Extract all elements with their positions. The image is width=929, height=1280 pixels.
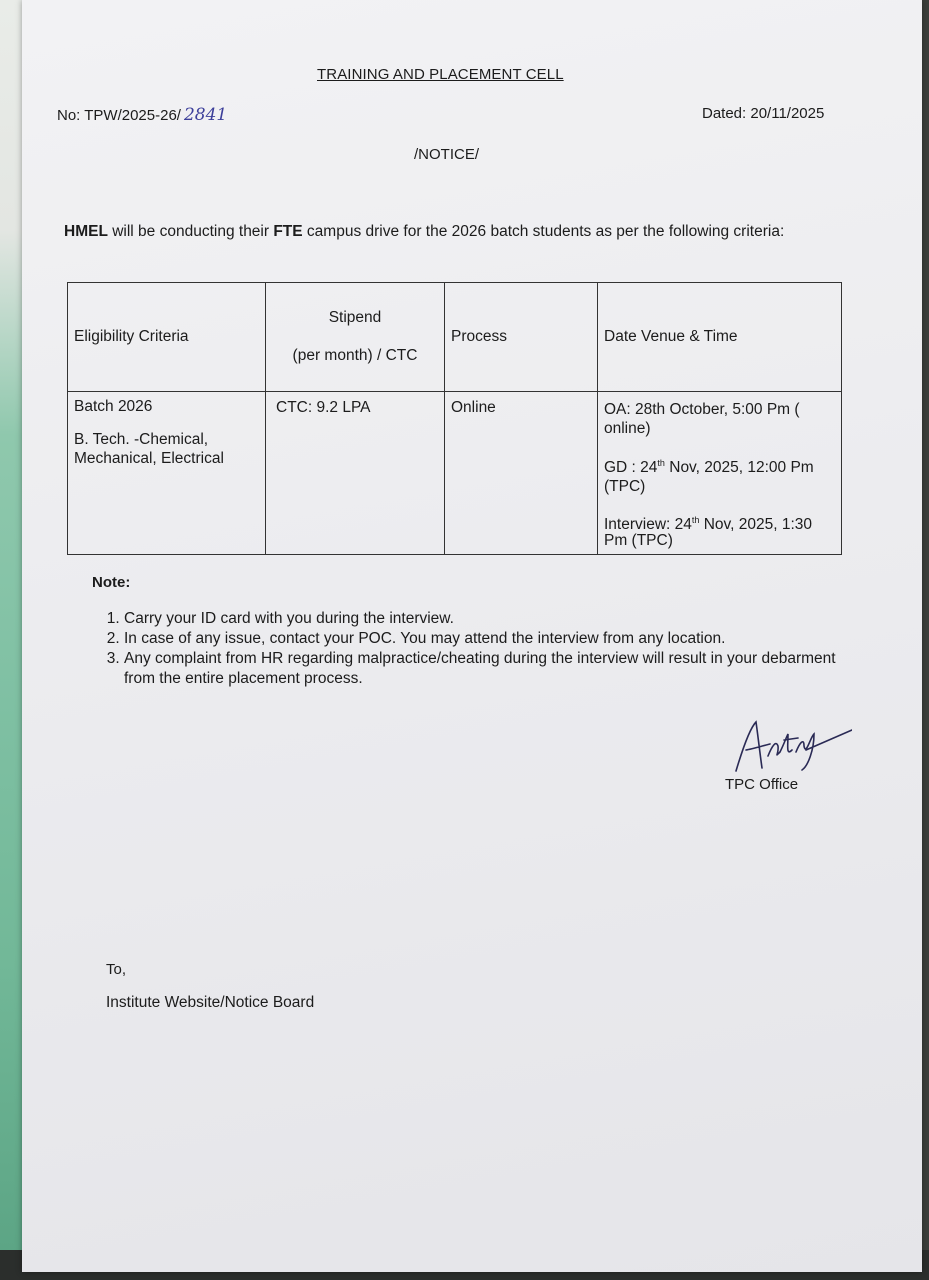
- signature-image: [722, 716, 852, 776]
- interview-sup: th: [691, 515, 700, 526]
- header-date-venue: Date Venue & Time: [598, 283, 842, 392]
- reference-number: [57, 105, 227, 125]
- batch-text: Batch 2026: [74, 398, 153, 415]
- intro-paragraph: [64, 222, 824, 242]
- intro-text-2: campus drive for the 2026 batch students as per the following criteria:: [302, 223, 785, 240]
- cell-ctc: CTC: 9.2 LPA: [266, 392, 445, 555]
- notice-heading: /NOTICE/: [414, 146, 480, 163]
- notice-paper: [22, 0, 922, 1272]
- cell-title: TRAINING AND PLACEMENT CELL: [317, 66, 564, 83]
- table-header-row: [68, 283, 842, 392]
- to-label: To,: [106, 961, 127, 978]
- interview-schedule: [604, 512, 835, 549]
- header-stipend-line1: Stipend: [328, 309, 382, 326]
- header-eligibility: Eligibility Criteria: [68, 283, 266, 392]
- table-row: [68, 392, 842, 555]
- cell-process: Online: [445, 392, 598, 555]
- recipient: Institute Website/Notice Board: [106, 994, 315, 1011]
- oa-schedule: OA: 28th October, 5:00 Pm ( online): [604, 401, 800, 437]
- cell-eligibility: [68, 392, 266, 555]
- gd-schedule: [604, 454, 835, 496]
- note-label: Note:: [92, 574, 131, 591]
- header-process: Process: [445, 283, 598, 392]
- reference-prefix: No: TPW/2025-26/: [57, 107, 181, 124]
- branches-text: B. Tech. -Chemical, Mechanical, Electrical: [74, 431, 224, 467]
- notice-date: Dated: 20/11/2025: [702, 105, 825, 122]
- gd-sup: th: [657, 458, 665, 468]
- cell-date-venue: [598, 392, 842, 555]
- intro-text-1: will be conducting their: [107, 223, 274, 240]
- reference-handwritten-number: 2841: [183, 105, 228, 125]
- interview-pre: Interview: 24: [604, 516, 692, 534]
- interview-post: Nov, 2025, 1:30 Pm (TPC): [604, 516, 813, 550]
- notes-list: [100, 609, 844, 689]
- header-stipend-line2: (per month) / CTC: [292, 347, 418, 364]
- company-name: HMEL: [64, 223, 108, 240]
- list-item: 1. Carry your ID card with you during the interview.: [124, 609, 844, 629]
- gd-pre: GD : 24: [604, 459, 658, 477]
- criteria-table: [67, 282, 842, 555]
- signature-label: TPC Office: [725, 776, 799, 793]
- list-item: 2. In case of any issue, contact your POC. You may attend the interview from any location.: [124, 629, 844, 649]
- drive-type: FTE: [273, 223, 303, 240]
- header-stipend: [266, 283, 445, 392]
- list-item: 3. Any complaint from HR regarding malpractice/cheating during the interview will result in your debarment from the entire placement process.: [124, 649, 844, 689]
- gd-post: Nov, 2025, 12:00 Pm (TPC): [604, 459, 814, 496]
